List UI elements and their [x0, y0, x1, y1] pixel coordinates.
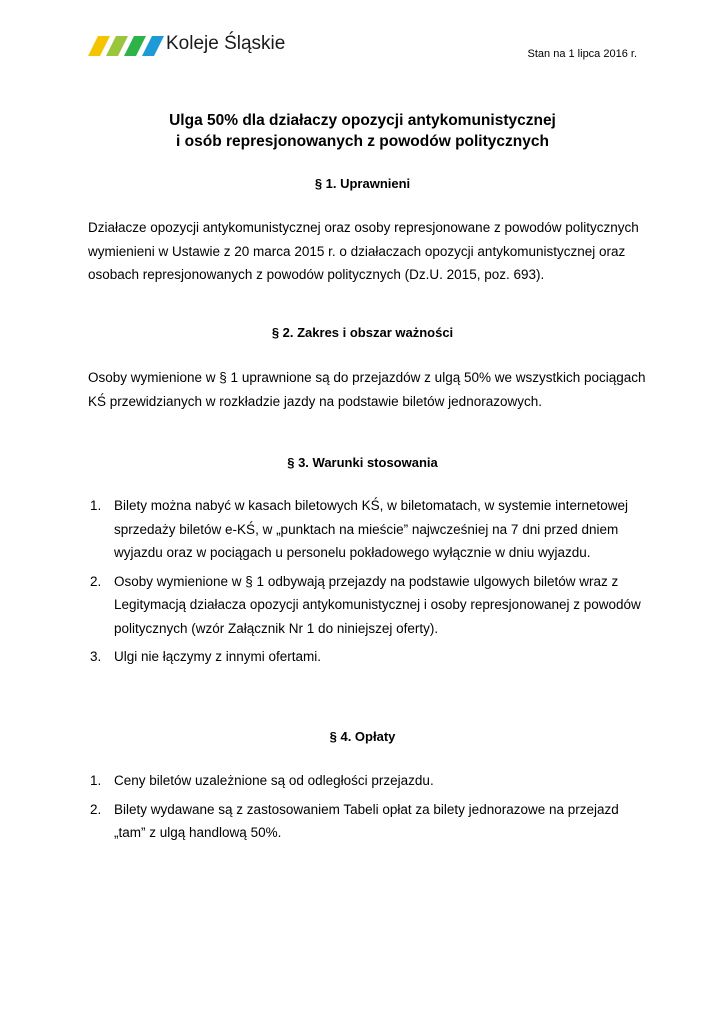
list-item [88, 798, 648, 845]
section-1-paragraph: Działacze opozycji antykomunistycznej oraz osoby represjonowane z powodów politycznych wymienieni w Ustawie z 20 marca 2015 r. o działaczach opozycji antykomunistycznej oraz osobach represjonowanych z powodów politycznych (Dz.U. 2015, poz. 693). [88, 220, 639, 282]
logo-stripe-blue [142, 36, 164, 56]
list-item-number: 2. [90, 573, 102, 589]
list-item-number: 3. [90, 649, 102, 664]
section-4-heading: § 4. Opłaty [329, 729, 396, 744]
logo-stripe-green [124, 36, 146, 56]
list-item-number: 2. [90, 801, 102, 817]
list-item-text: Bilety wydawane są z zastosowaniem Tabeli opłat za bilety jednorazowe na przejazd „tam” z ulgą handlową 50%. [114, 801, 619, 840]
section-3-heading: § 3. Warunki stosowania [287, 455, 438, 470]
section-3-list [88, 494, 648, 674]
list-item [88, 494, 648, 565]
list-item-text: Ceny biletów uzależnione są od odległości przejazdu. [114, 773, 434, 788]
title-line-2: i osób represjonowanych z powodów politycznych [176, 133, 549, 150]
list-item-number: 1. [90, 498, 102, 513]
title-line-1: Ulga 50% dla działaczy opozycji antykomunistycznej [169, 112, 556, 129]
list-item-text: Osoby wymienione w § 1 odbywają przejazdy na podstawie ulgowych biletów wraz z Legitymacją działacza opozycji antykomunistycznej i osoby represjonowanej z powodów politycznych (wzór Załącznik Nr 1 do niniejszej oferty). [114, 573, 641, 636]
list-item-number: 1. [90, 773, 102, 788]
list-item-text: Ulgi nie łączymy z innymi ofertami. [114, 649, 322, 664]
section-2-heading: § 2. Zakres i obszar ważności [271, 325, 454, 340]
document-title [0, 110, 725, 152]
logo-stripe-yellow [88, 36, 110, 56]
section-2-paragraph: Osoby wymienione w § 1 uprawnione są do przejazdów z ulgą 50% we wszystkich pociągach KŚ przewidzianych w rozkładzie jazdy na podstawie biletów jednorazowych. [88, 370, 646, 409]
section-1-heading: § 1. Uprawnieni [314, 176, 411, 191]
logo-text: Koleje Śląskie [166, 33, 286, 54]
logo-stripe-lightgreen [106, 36, 128, 56]
section-4-list [88, 769, 648, 850]
logo-stripes-icon [88, 34, 166, 58]
document-date: Stan na 1 lipca 2016 r. [527, 48, 637, 60]
list-item-text: Bilety można nabyć w kasach biletowych KŚ, w biletomatach, w systemie internetowej sprzedaży biletów e-KŚ, w „punktach na mieście” najwcześniej na 7 dni przed dniem wyjazdu oraz w pociągach u personelu pokładowego wyłącznie w dniu wyjazdu. [114, 498, 628, 560]
list-item [88, 645, 648, 669]
list-item [88, 570, 648, 641]
list-item [88, 769, 648, 793]
